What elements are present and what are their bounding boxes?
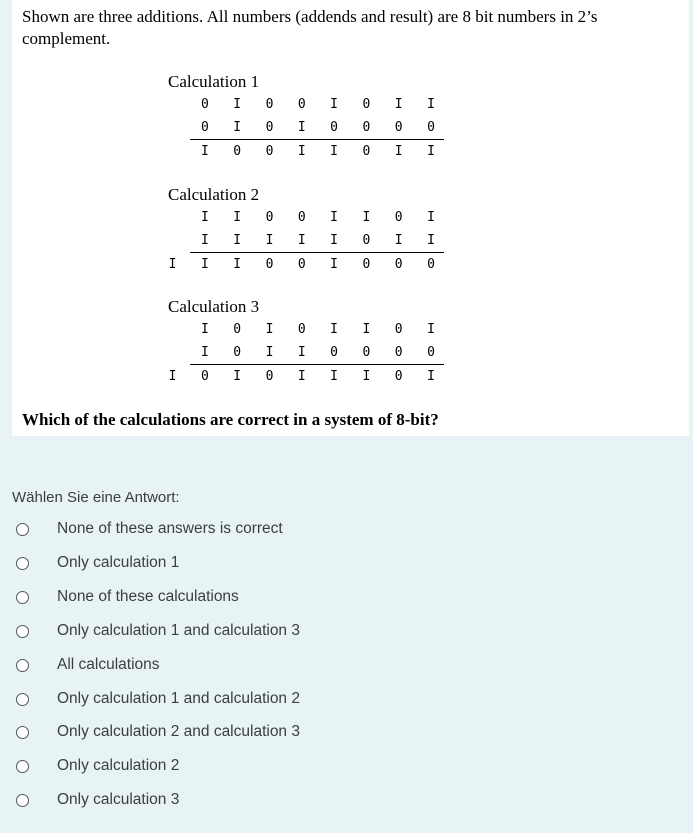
bit-digit: 0 [297,257,306,272]
radio-button[interactable] [16,591,29,604]
bit-digit: I [394,144,403,159]
calculation-3-title: Calculation 3 [168,297,260,316]
answer-option-label[interactable]: All calculations [57,655,160,673]
bit-digit: 0 [200,97,209,112]
bit-digit: I [297,345,306,360]
bit-digit: 0 [233,144,242,159]
radio-button[interactable] [16,557,29,570]
bit-digit: I [362,210,371,225]
bit-digit: I [233,97,242,112]
answer-option[interactable] [16,552,416,576]
bit-digit: 0 [362,144,371,159]
answer-option-label[interactable]: Only calculation 1 and calculation 3 [57,621,300,639]
bit-digit: 0 [362,233,371,248]
bit-digit: I [233,210,242,225]
bit-digit: 0 [265,144,274,159]
answer-option-label[interactable]: None of these calculations [57,587,239,605]
question-prompt: Which of the calculations are correct in a system of 8-bit? [22,410,439,429]
bit-digit: 0 [297,322,306,337]
calculation-1-sum-line [190,139,444,140]
bit-digit: 0 [427,345,435,360]
bit-digit: 0 [394,120,403,135]
bit-digit: 0 [200,120,209,135]
bit-digit: I [265,345,274,360]
bit-digit: I [297,120,306,135]
question-card [12,0,689,436]
bit-digit: I [297,233,306,248]
bit-digit: 0 [233,345,242,360]
radio-button[interactable] [16,794,29,807]
bit-digit: I [200,210,209,225]
bit-digit: I [427,210,435,225]
bit-digit: 0 [200,369,209,384]
bit-digit: 0 [362,97,371,112]
bit-digit: I [330,233,338,248]
calculation-2-sum-line [190,252,444,253]
calculation-2-title: Calculation 2 [168,185,260,204]
bit-digit: I [168,257,177,272]
radio-button[interactable] [16,693,29,706]
bit-digit: I [200,345,209,360]
bit-digit: I [297,369,306,384]
bit-digit: I [330,257,338,272]
answer-option-label[interactable]: Only calculation 1 [57,553,180,571]
answer-option-label[interactable]: Only calculation 3 [57,791,180,809]
answer-option[interactable] [16,789,416,813]
bit-digit: 0 [297,210,306,225]
bit-digit: 0 [233,322,242,337]
bit-digit: 0 [394,210,403,225]
calculation-1-title: Calculation 1 [168,72,260,91]
bit-digit: I [233,369,242,384]
bit-digit: 0 [427,120,435,135]
bit-digit: I [200,257,209,272]
bit-digit: I [200,322,209,337]
answer-option[interactable] [16,620,416,644]
answer-option-label[interactable]: None of these answers is correct [57,520,283,537]
bit-digit: 0 [394,345,403,360]
answer-option[interactable] [16,755,416,779]
answer-option-label[interactable]: Only calculation 1 and calculation 2 [57,689,300,707]
bit-digit: 0 [362,120,371,135]
bit-digit: I [427,369,435,384]
answer-option[interactable] [16,518,416,542]
bit-digit: I [233,233,242,248]
answer-option[interactable] [16,688,416,712]
bit-digit: I [362,322,371,337]
bit-digit: I [330,144,338,159]
answer-option[interactable] [16,721,416,745]
radio-button[interactable] [16,760,29,773]
bit-digit: I [200,144,209,159]
bit-digit: 0 [427,257,435,272]
bit-digit: I [330,369,338,384]
answer-prompt: Wählen Sie eine Antwort: [12,489,180,506]
bit-digit: 0 [394,369,403,384]
bit-digit: 0 [265,257,274,272]
bit-digit: I [427,233,435,248]
bit-digit: I [427,144,435,159]
answer-option[interactable] [16,586,416,610]
bit-digit: 0 [265,120,274,135]
radio-button[interactable] [16,523,29,536]
bit-digit: 0 [394,257,403,272]
question-intro: Shown are three additions. All numbers (addends and result) are 8 bit numbers in 2’s complement. [22,7,598,48]
radio-button[interactable] [16,726,29,739]
bit-digit: 0 [297,97,306,112]
bit-digit: 0 [362,345,371,360]
bit-digit: I [362,369,371,384]
bit-digit: 0 [362,257,371,272]
answer-option-label[interactable]: Only calculation 2 [57,757,180,775]
bit-digit: I [394,233,403,248]
bit-digit: 0 [265,369,274,384]
bit-digit: I [265,233,274,248]
bit-digit: I [200,233,209,248]
bit-digit: 0 [330,120,338,135]
radio-button[interactable] [16,625,29,638]
bit-digit: 0 [330,345,338,360]
bit-digit: I [330,210,338,225]
bit-digit: I [427,322,435,337]
answer-option-label[interactable]: Only calculation 2 and calculation 3 [57,723,300,741]
bit-digit: I [233,257,242,272]
bit-digit: I [168,369,177,384]
bit-digit: I [233,120,242,135]
bit-digit: 0 [265,210,274,225]
bit-digit: I [265,322,274,337]
bit-digit: I [427,97,435,112]
bit-digit: 0 [394,322,403,337]
bit-digit: I [330,97,338,112]
answer-option[interactable] [16,654,416,678]
bit-digit: I [330,322,338,337]
bit-digit: 0 [265,97,274,112]
radio-button[interactable] [16,659,29,672]
bit-digit: I [297,144,306,159]
calculation-3-sum-line [190,364,444,365]
bit-digit: I [394,97,403,112]
